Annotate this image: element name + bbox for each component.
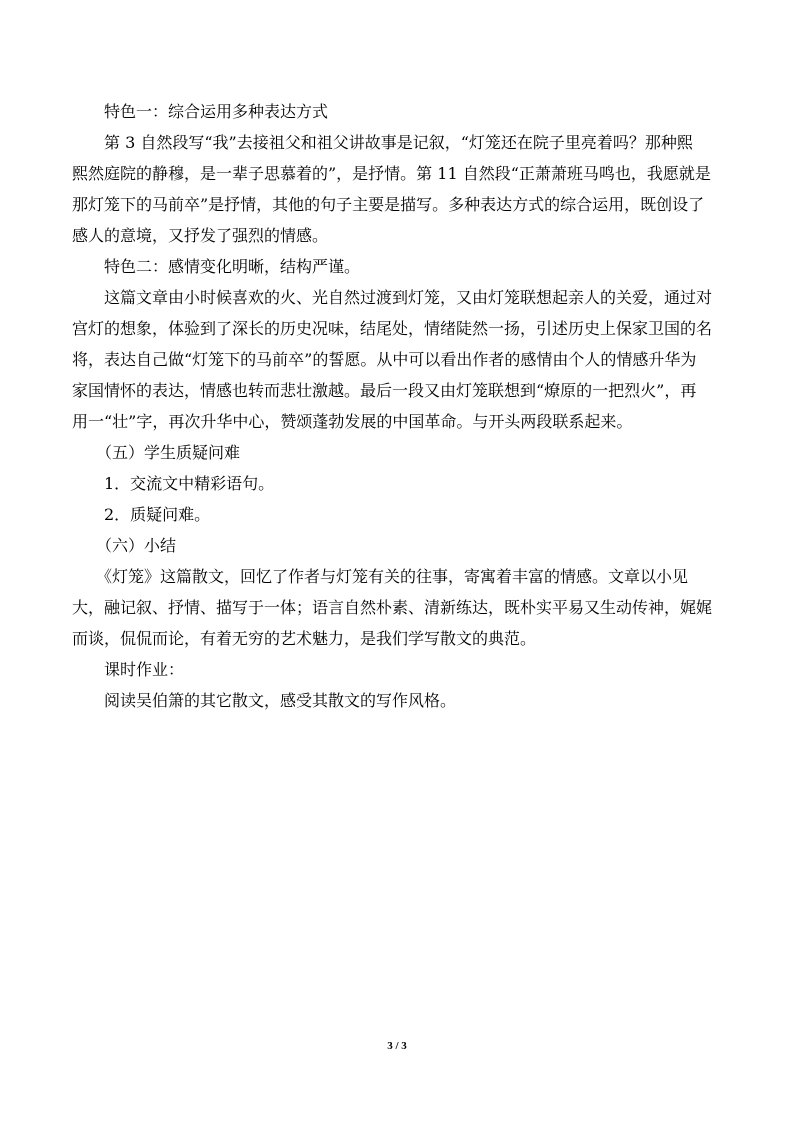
text-line: 感人的意境，又抒发了强烈的情感。 xyxy=(72,226,329,245)
paragraph-summary xyxy=(72,561,722,654)
text-line: 这篇文章由小时候喜欢的火、光自然过渡到灯笼，又由灯笼联想起亲人的关爱，通过对 xyxy=(104,288,713,307)
list-item: 1．交流文中精彩语句。 xyxy=(104,474,275,493)
text-line: 家国情怀的表达，情感也转而悲壮激越。最后一段又由灯笼联想到“燎原的一把烈火”，再 xyxy=(72,381,697,400)
list-item: 2．质疑问难。 xyxy=(104,505,211,524)
text-line: 用一“壮”字，再次升华中心，赞颂蓬勃发展的中国革命。与开头两段联系起来。 xyxy=(72,412,633,431)
text-line: 大，融记叙、抒情、描写于一体；语言自然朴素、清新练达，既朴实平易又生动传神，娓娓 xyxy=(72,598,713,617)
text-line: 《灯笼》这篇散文，回忆了作者与灯笼有关的往事，寄寓着丰富的情感。文章以小见 xyxy=(96,567,689,586)
paragraph-feature-two xyxy=(72,282,722,437)
page-number: 3 / 3 xyxy=(387,1040,407,1052)
heading-feature-one: 特色一：综合运用多种表达方式 xyxy=(104,102,329,121)
section-heading-six: （六）小结 xyxy=(96,536,177,555)
text-line: 那灯笼下的马前卒”是抒情，其他的句子主要是描写。多种表达方式的综合运用，既创设了 xyxy=(72,195,705,214)
text-line: 第 3 自然段写“我”去接祖父和祖父讲故事是记叙，“灯笼还在院子里亮着吗？那种熙 xyxy=(104,133,693,152)
homework-label: 课时作业： xyxy=(104,660,185,679)
section-heading-five: （五）学生质疑问难 xyxy=(96,443,241,462)
document-body xyxy=(72,96,722,716)
text-line: 而谈，侃侃而论，有着无穷的艺术魅力，是我们学写散文的典范。 xyxy=(72,629,537,648)
paragraph-feature-one xyxy=(72,127,722,251)
heading-feature-two: 特色二：感情变化明晰，结构严谨。 xyxy=(104,257,361,276)
text-line: 宫灯的想象，体验到了深长的历史况味，结尾处，情绪陡然一扬，引述历史上保家卫国的名 xyxy=(72,319,713,338)
homework-text: 阅读吴伯箫的其它散文，感受其散文的写作风格。 xyxy=(104,691,457,710)
text-line: 熙然庭院的静穆，是一辈子思慕着的”，是抒情。第 11 自然段“正萧萧班马鸣也，我愿就是 xyxy=(72,164,711,183)
text-line: 将，表达自己做“灯笼下的马前卒”的誓愿。从中可以看出作者的感情由个人的情感升华为 xyxy=(72,350,697,369)
